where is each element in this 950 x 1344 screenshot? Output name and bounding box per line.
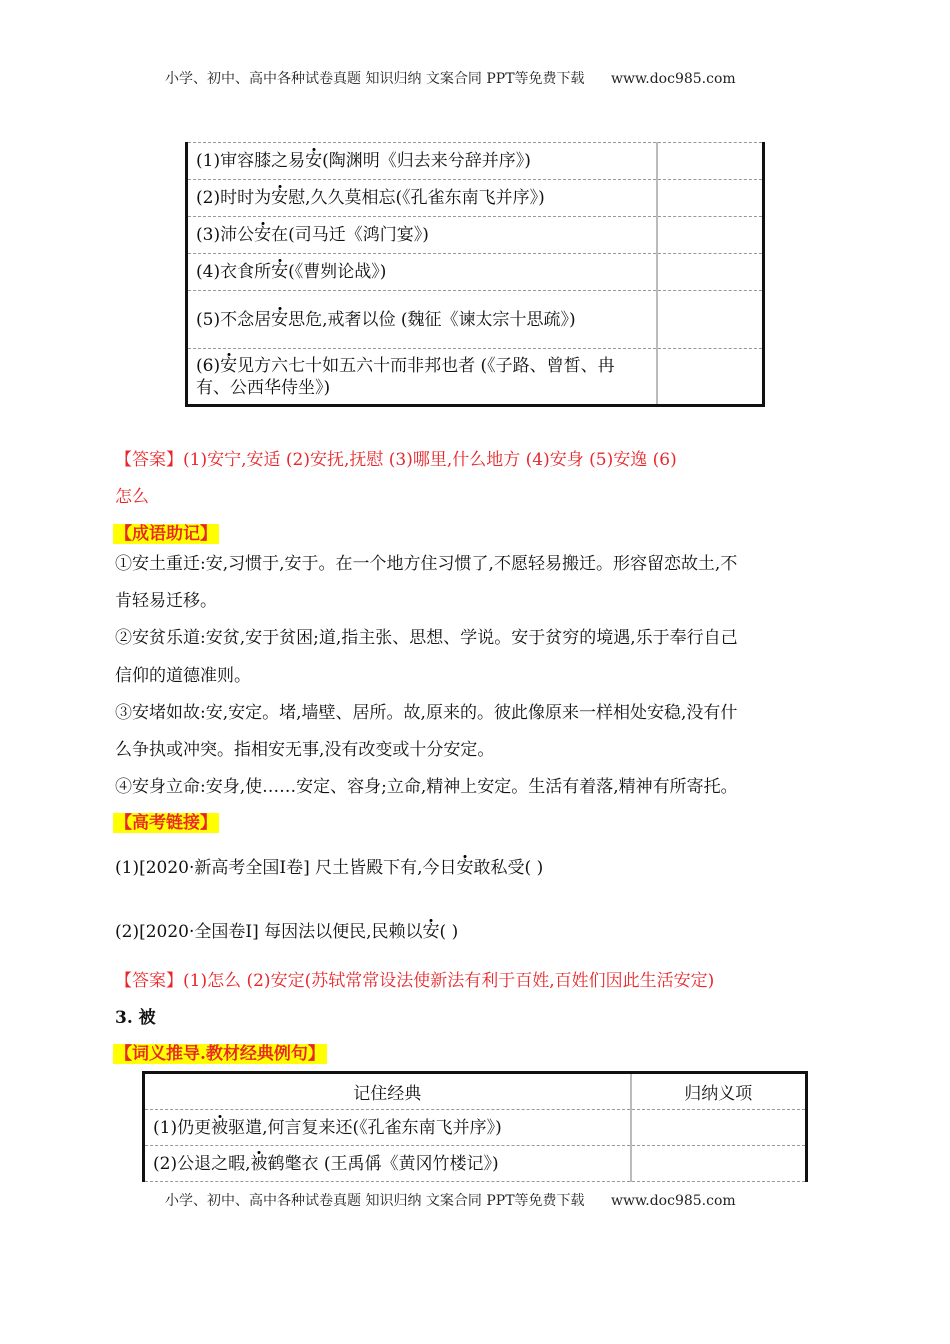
answer-2: 【答案】(1)怎么 (2)安定(苏轼常常设法使新法有利于百姓,百姓们因此生活安定) <box>115 971 715 991</box>
table-row: (5)不念居安思危,戒奢以俭 (魏征《谏太宗十思疏》) <box>187 291 764 349</box>
footer-text: 小学、初中、高中各种试卷真题 知识归纳 文案合同 PPT等免费下载 <box>165 1193 585 1209</box>
table-row: (1)审容膝之易安(陶渊明《归去来兮辞并序》) <box>187 143 764 180</box>
header-text: 小学、初中、高中各种试卷真题 知识归纳 文案合同 PPT等免费下载 <box>165 71 585 87</box>
table-row: (6)安见方六七十如五六十而非邦也者 (《子路、曾皙、冉有、公西华侍坐》) <box>187 349 764 406</box>
exam-label: 【高考链接】 <box>115 813 217 833</box>
table-row: (1)仍更被驱遣,何言复来还(《孔雀东南飞并序》) <box>144 1110 807 1146</box>
section-label: 【词义推导.教材经典例句】 <box>115 1044 325 1064</box>
exam-item: (2)[2020·全国卷Ⅰ] 每因法以便民,民赖以安( ) <box>115 922 459 942</box>
example-table-an <box>185 142 765 407</box>
idiom-line: ③安堵如故:安,安定。堵,墙壁、居所。故,原来的。彼此像原来一样相处安稳,没有什 <box>115 703 738 723</box>
page-footer <box>165 1190 736 1212</box>
section-title: 3. 被 <box>115 1008 156 1028</box>
idiom-label: 【成语助记】 <box>115 524 217 544</box>
column-header: 归纳义项 <box>631 1073 807 1110</box>
answer-line-2: 怎么 <box>115 487 149 507</box>
table-row: (3)沛公安在(司马迁《鸿门宴》) <box>187 217 764 254</box>
idiom-line: ①安土重迁:安,习惯于,安于。在一个地方住习惯了,不愿轻易搬迁。形容留恋故土,不 <box>115 554 738 574</box>
idiom-line: 么争执或冲突。指相安无事,没有改变或十分安定。 <box>115 740 495 760</box>
idiom-line: 肯轻易迁移。 <box>115 591 217 611</box>
example-table-bei <box>142 1071 808 1182</box>
idiom-line: ④安身立命:安身,使……安定、容身;立命,精神上安定。生活有着落,精神有所寄托。 <box>115 777 738 797</box>
header-site: www.doc985.com <box>610 71 736 87</box>
table-row: (2)公退之暇,被鹤氅衣 (王禹偁《黄冈竹楼记》) <box>144 1146 807 1182</box>
exam-item: (1)[2020·新高考全国Ⅰ卷] 尺土皆殿下有,今日安敢私受( ) <box>115 858 544 878</box>
footer-site: www.doc985.com <box>610 1193 736 1209</box>
idiom-line: 信仰的道德准则。 <box>115 666 251 686</box>
table-row: (4)衣食所安(《曹刿论战》) <box>187 254 764 291</box>
idiom-line: ②安贫乐道:安贫,安于贫困;道,指主张、思想、学说。安于贫穷的境遇,乐于奉行自己 <box>115 628 738 648</box>
answer-line-1: 【答案】(1)安宁,安适 (2)安抚,抚慰 (3)哪里,什么地方 (4)安身 (5)安逸 (6) <box>115 450 677 470</box>
column-header: 记住经典 <box>353 1084 422 1104</box>
page-header <box>165 68 736 90</box>
table-row: (2)时时为安慰,久久莫相忘(《孔雀东南飞并序》) <box>187 180 764 217</box>
